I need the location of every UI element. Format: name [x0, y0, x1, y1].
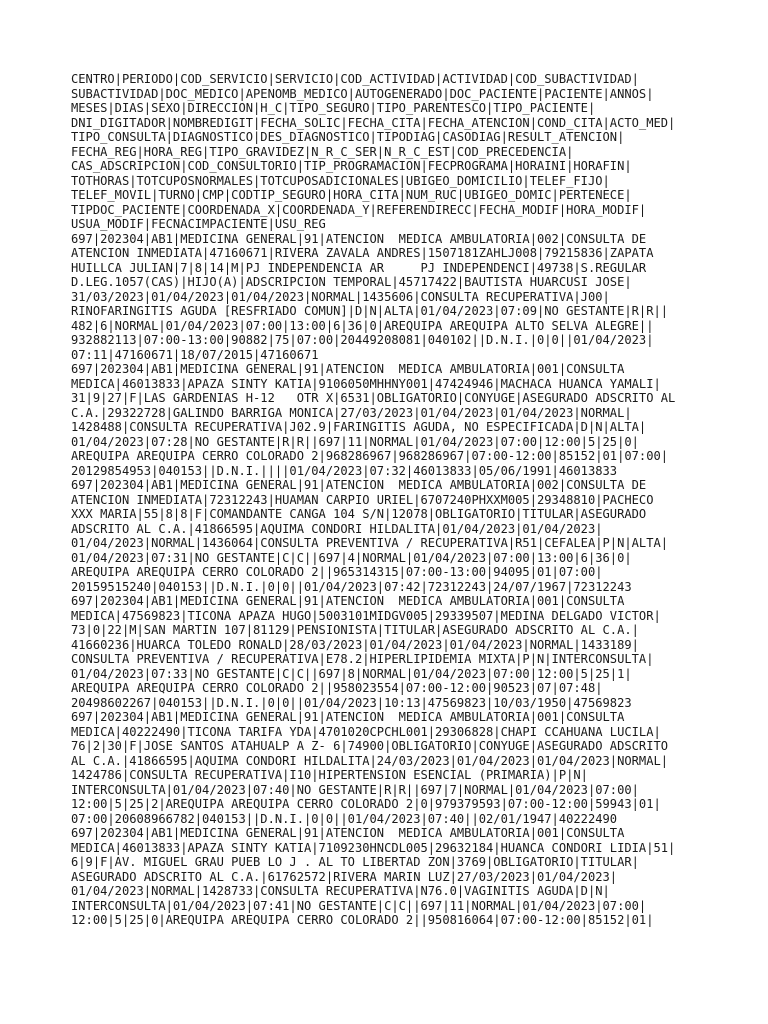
record-text-block: [71, 72, 711, 928]
text-line: SUBACTIVIDAD|DOC_MEDICO|APENOMB_MEDICO|AUTOGENERADO|DOC_PACIENTE|PACIENTE|ANNOS|: [71, 86, 654, 101]
text-line: 697|202304|AB1|MEDICINA GENERAL|91|ATENCION MEDICA AMBULATORIA|001|CONSULTA: [71, 362, 625, 376]
text-line: INTERCONSULTA|01/04/2023|07:40|NO GESTANTE|R|R||697|7|NORMAL|01/04/2023|07:00|: [71, 782, 639, 797]
text-line: C.A.|29322728|GALINDO BARRIGA MONICA|27/03/2023|01/04/2023|01/04/2023|NORMAL|: [71, 405, 632, 420]
text-line: 01/04/2023|07:28|NO GESTANTE|R|R||697|11|NORMAL|01/04/2023|07:00|12:00|5|25|0|: [71, 434, 639, 449]
text-line: MEDICA|46013833|APAZA SINTY KATIA|9106050MHHNY001|47424946|MACHACA HUANCA YAMALI|: [71, 376, 661, 391]
text-line: AREQUIPA AREQUIPA CERRO COLORADO 2||958023554|07:00-12:00|90523|07|07:48|: [71, 681, 603, 695]
text-line: 697|202304|AB1|MEDICINA GENERAL|91|ATENCION MEDICA AMBULATORIA|001|CONSULTA: [71, 594, 625, 608]
text-line: ASEGURADO ADSCRITO AL C.A.|61762572|RIVERA MARIN LUZ|27/03/2023|01/04/2023|: [71, 869, 618, 884]
text-line: 01/04/2023|NORMAL|1428733|CONSULTA RECUPERATIVA|N76.0|VAGINITIS AGUDA|D|N|: [71, 884, 610, 898]
text-line: 482|6|NORMAL|01/04/2023|07:00|13:00|6|36|0|AREQUIPA AREQUIPA ALTO SELVA ALEGRE||: [71, 318, 654, 333]
text-line: ATENCION INMEDIATA|72312243|HUAMAN CARPIO URIEL|6707240PHXXM005|29348810|PACHECO: [71, 492, 654, 507]
text-line: 31/03/2023|01/04/2023|01/04/2023|NORMAL|1435606|CONSULTA RECUPERATIVA|J00|: [71, 289, 610, 304]
text-line: D.LEG.1057(CAS)|HIJO(A)|ADSCRIPCION TEMPORAL|45717422|BAUTISTA HUARCUSI JOSE|: [71, 275, 632, 289]
text-line: USUA_MODIF|FECNACIMPACIENTE|USU_REG: [71, 217, 326, 231]
text-line: 12:00|5|25|2|AREQUIPA AREQUIPA CERRO COLORADO 2|0|979379593|07:00-12:00|59943|01|: [71, 797, 661, 811]
text-line: 01/04/2023|07:31|NO GESTANTE|C|C||697|4|NORMAL|01/04/2023|07:00|13:00|6|36|0|: [71, 550, 632, 565]
text-line: 697|202304|AB1|MEDICINA GENERAL|91|ATENCION MEDICA AMBULATORIA|002|CONSULTA DE: [71, 231, 647, 246]
text-line: HUILLCA JULIAN|7|8|14|M|PJ INDEPENDENCIA AR PJ INDEPENDENCI|49738|S.REGULAR: [71, 260, 647, 275]
text-line: AREQUIPA AREQUIPA CERRO COLORADO 2||965314315|07:00-13:00|94095|01|07:00|: [71, 565, 603, 579]
text-line: MEDICA|40222490|TICONA TARIFA YDA|4701020CPCHL001|29306828|CHAPI CCAHUANA LUCILA|: [71, 724, 661, 739]
text-line: MEDICA|46013833|APAZA SINTY KATIA|7109230HNCDL005|29632184|HUANCA CONDORI LIDIA|51|: [71, 840, 676, 855]
text-line: TIPDOC_PACIENTE|COORDENADA_X|COORDENADA_Y|REFERENDIRECC|FECHA_MODIF|HORA_MODIF|: [71, 202, 647, 217]
text-line: MEDICA|47569823|TICONA APAZA HUGO|5003101MIDGV005|29339507|MEDINA DELGADO VICTOR|: [71, 608, 661, 623]
text-line: 697|202304|AB1|MEDICINA GENERAL|91|ATENCION MEDICA AMBULATORIA|002|CONSULTA DE: [71, 478, 647, 492]
text-line: 73|0|22|M|SAN MARTIN 107|81129|PENSIONISTA|TITULAR|ASEGURADO ADSCRITO AL C.A.|: [71, 623, 639, 637]
text-line: 76|2|30|F|JOSE SANTOS ATAHUALP A Z- 6|74900|OBLIGATORIO|CONYUGE|ASEGURADO ADSCRITO: [71, 739, 669, 753]
text-line: 697|202304|AB1|MEDICINA GENERAL|91|ATENCION MEDICA AMBULATORIA|001|CONSULTA: [71, 710, 625, 724]
text-line: 932882113|07:00-13:00|90882|75|07:00|20449208081|040102||D.N.I.|0|0||01/04/2023|: [71, 333, 654, 347]
text-line: CAS_ADSCRIPCION|COD_CONSULTORIO|TIP_PROGRAMACION|FECPROGRAMA|HORAINI|HORAFIN|: [71, 159, 632, 173]
text-line: 697|202304|AB1|MEDICINA GENERAL|91|ATENCION MEDICA AMBULATORIA|001|CONSULTA: [71, 826, 625, 840]
text-line: 12:00|5|25|0|AREQUIPA AREQUIPA CERRO COLORADO 2||950816064|07:00-12:00|85152|01|: [71, 913, 654, 927]
text-line: XXX MARIA|55|8|8|F|COMANDANTE CANGA 104 S/N|12078|OBLIGATORIO|TITULAR|ASEGURADO: [71, 507, 647, 521]
text-line: 20498602267|040153||D.N.I.|0|0||01/04/2023|10:13|47569823|10/03/1950|47569823: [71, 695, 632, 710]
text-line: FECHA_REG|HORA_REG|TIPO_GRAVIDEZ|N_R_C_SER|N_R_C_EST|COD_PRECEDENCIA|: [71, 144, 574, 159]
text-line: RINOFARINGITIS AGUDA [RESFRIADO COMUN]|D|N|ALTA|01/04/2023|07:09|NO GESTANTE|R|R||: [71, 304, 669, 318]
text-line: 07:11|47160671|18/07/2015|47160671: [71, 347, 319, 362]
text-line: CONSULTA PREVENTIVA / RECUPERATIVA|E78.2|HIPERLIPIDEMIA MIXTA|P|N|INTERCONSULTA|: [71, 652, 654, 666]
text-line: 07:00|20608966782|040153||D.N.I.|0|0||01/04/2023|07:40||02/01/1947|40222490: [71, 811, 618, 826]
text-line: 20129854953|040153||D.N.I.||||01/04/2023|07:32|46013833|05/06/1991|46013833: [71, 463, 618, 478]
text-line: 1424786|CONSULTA RECUPERATIVA|I10|HIPERTENSION ESENCIAL (PRIMARIA)|P|N|: [71, 768, 588, 782]
text-line: CENTRO|PERIODO|COD_SERVICIO|SERVICIO|COD_ACTIVIDAD|ACTIVIDAD|COD_SUBACTIVIDAD|: [71, 72, 639, 86]
text-line: DNI_DIGITADOR|NOMBREDIGIT|FECHA_SOLIC|FECHA_CITA|FECHA_ATENCION|COND_CITA|ACTO_MED|: [71, 115, 676, 130]
document-page: [71, 72, 711, 928]
text-line: AL C.A.|41866595|AQUIMA CONDORI HILDALITA|24/03/2023|01/04/2023|01/04/2023|NORMAL|: [71, 753, 669, 768]
text-line: 20159515240|040153||D.N.I.|0|0||01/04/2023|07:42|72312243|24/07/1967|72312243: [71, 579, 632, 594]
text-line: AREQUIPA AREQUIPA CERRO COLORADO 2|968286967|968286967|07:00-12:00|85152|01|07:00|: [71, 449, 669, 463]
text-line: TOTHORAS|TOTCUPOSNORMALES|TOTCUPOSADICIONALES|UBIGEO_DOMICILIO|TELEF_FIJO|: [71, 173, 610, 188]
text-line: 41660236|HUARCA TOLEDO RONALD|28/03/2023|01/04/2023|01/04/2023|NORMAL|1433189|: [71, 637, 639, 652]
text-line: INTERCONSULTA|01/04/2023|07:41|NO GESTANTE|C|C||697|11|NORMAL|01/04/2023|07:00|: [71, 898, 647, 913]
text-line: MESES|DIAS|SEXO|DIRECCION|H_C|TIPO_SEGURO|TIPO_PARENTESCO|TIPO_PACIENTE|: [71, 101, 596, 115]
text-line: ADSCRITO AL C.A.|41866595|AQUIMA CONDORI HILDALITA|01/04/2023|01/04/2023|: [71, 521, 603, 536]
text-line: 1428488|CONSULTA RECUPERATIVA|J02.9|FARINGITIS AGUDA, NO ESPECIFICADA|D|N|ALTA|: [71, 420, 647, 434]
text-line: TELEF_MOVIL|TURNO|CMP|CODTIP_SEGURO|HORA_CITA|NUM_RUC|UBIGEO_DOMIC|PERTENECE|: [71, 188, 632, 202]
text-line: 31|9|27|F|LAS GARDENIAS H-12 OTR X|6531|OBLIGATORIO|CONYUGE|ASEGURADO ADSCRITO AL: [71, 391, 676, 405]
text-line: TIPO_CONSULTA|DIAGNOSTICO|DES_DIAGNOSTICO|TIPODIAG|CASODIAG|RESULT_ATENCION|: [71, 130, 625, 144]
text-line: ATENCION INMEDIATA|47160671|RIVERA ZAVALA ANDRES|1507181ZAHLJ008|79215836|ZAPATA: [71, 246, 654, 260]
text-line: 6|9|F|AV. MIGUEL GRAU PUEB LO J . AL TO LIBERTAD ZON|3769|OBLIGATORIO|TITULAR|: [71, 855, 639, 869]
text-line: 01/04/2023|07:33|NO GESTANTE|C|C||697|8|NORMAL|01/04/2023|07:00|12:00|5|25|1|: [71, 666, 632, 681]
text-line: 01/04/2023|NORMAL|1436064|CONSULTA PREVENTIVA / RECUPERATIVA|R51|CEFALEA|P|N|ALTA|: [71, 536, 669, 550]
